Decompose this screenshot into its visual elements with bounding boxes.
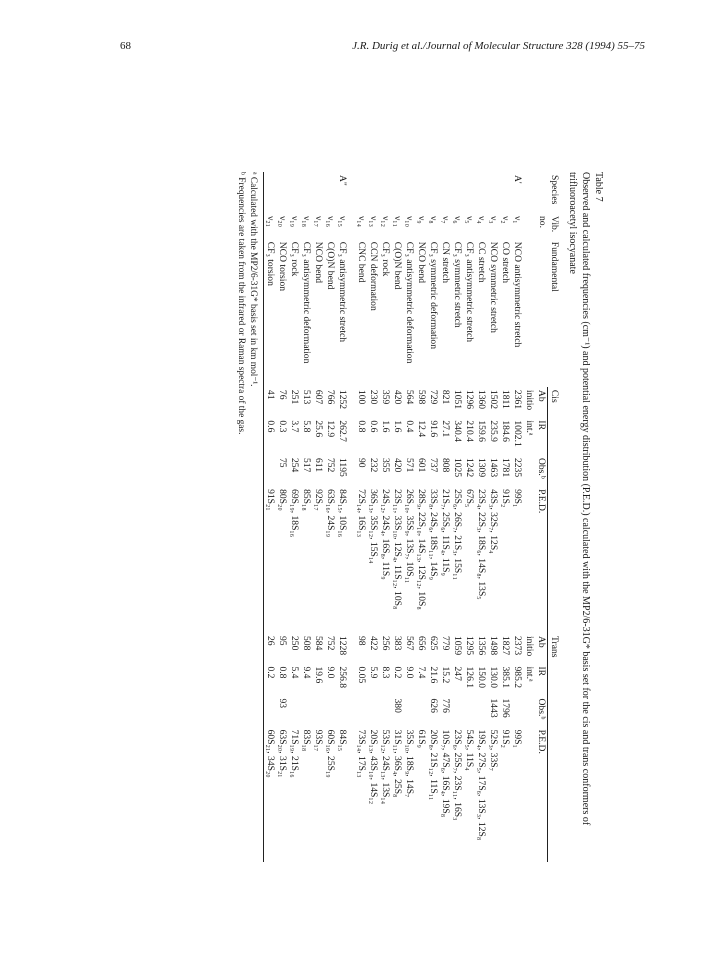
- cis-obs-cell: 1025: [452, 457, 464, 478]
- trans-ir-int-cell: 0.2: [264, 663, 276, 695]
- trans-obs-cell: [403, 695, 415, 726]
- caption-line-2: trifluoroacetyl isocyanate: [567, 172, 578, 274]
- cis-obs-cell: 1309: [476, 457, 488, 478]
- trans-obs-cell: 1443: [488, 698, 500, 718]
- cis-obs-cell: 90: [356, 457, 368, 468]
- cis-ab-initio-cell: 1811: [500, 389, 512, 409]
- species-cell: [300, 172, 312, 213]
- cis-ir-int-cell: 159.6: [476, 420, 488, 442]
- col-cis-int: int.ᵃ: [524, 420, 536, 436]
- cis-obs-cell: 420: [392, 457, 404, 473]
- trans-ir-int-cell: 130.0: [488, 666, 500, 689]
- table-row: [403, 172, 415, 862]
- cis-ab-initio-cell: 598: [416, 389, 428, 405]
- species-cell: [288, 172, 300, 213]
- species-cell: A": [337, 175, 349, 186]
- caption-line-1: Observed and calculated frequencies (cm⁻¹) and potential energy distribution (P.E.D.) calculated with the MP2/6-31G* basis set for the cis and trans conformers of: [580, 172, 591, 826]
- table-row: [499, 172, 511, 862]
- fundamental-cell: CF₃ symmetric stretch: [452, 241, 464, 328]
- vib-cell: ν₂: [500, 215, 512, 224]
- trans-ped-cell: 54S₅, 11S₄: [464, 729, 476, 771]
- col-trans-ab: Ab: [536, 636, 548, 648]
- species-cell: [415, 172, 427, 213]
- table-row: [300, 172, 312, 862]
- table-caption: [566, 172, 605, 862]
- fundamental-cell: NCO torsion: [277, 241, 289, 292]
- table-row: [264, 172, 276, 862]
- trans-ab-initio-cell: 1295: [464, 636, 476, 656]
- cis-ped-cell: 43S₃, 32S₇, 12S₄: [488, 489, 500, 554]
- col-trans-initio: initio: [524, 636, 536, 657]
- table-row: [415, 172, 427, 862]
- table-row: [336, 172, 348, 862]
- cis-ped-cell: 80S₂₀: [277, 489, 289, 511]
- trans-ped-cell: 19S₄, 27S₅, 17S₆, 13S₃, 12S₈: [476, 729, 488, 841]
- cis-obs-cell: 2235: [512, 457, 524, 478]
- vib-cell: ν₁₈: [301, 215, 313, 227]
- cis-obs-cell: 752: [325, 457, 337, 473]
- table-row: [324, 172, 336, 862]
- cis-ab-initio-cell: 1360: [476, 389, 488, 410]
- vib-cell: ν₁₀: [404, 215, 416, 227]
- col-trans-int: int.ᵃ: [524, 666, 536, 682]
- trans-ir-int-cell: 5.4: [289, 666, 301, 679]
- table-row: [463, 172, 475, 862]
- trans-obs-cell: 93: [277, 698, 289, 709]
- species-cell: [264, 172, 276, 213]
- cis-ped-cell: 23S₄, 22S₃, 18S₆, 14S₈, 13S₅: [476, 489, 488, 600]
- cis-obs-cell: 571: [404, 457, 416, 473]
- cis-ir-int-cell: 184.6: [500, 420, 512, 442]
- trans-ped-cell: 60S₁₆, 25S₁₉: [325, 729, 337, 778]
- trans-ir-int-cell: 9.0: [325, 666, 337, 679]
- cis-ped-cell: 91S₂₁: [264, 486, 276, 633]
- table-body: [264, 172, 523, 862]
- cis-ir-int-cell: 27.1: [440, 420, 452, 438]
- col-cis: Cis: [548, 387, 560, 633]
- trans-obs-cell: [264, 695, 276, 726]
- col-cis-ab: Ab: [536, 389, 548, 402]
- trans-ped-cell: 61S₉: [416, 729, 428, 748]
- trans-ped-cell: 63S₂₀, 31S₂₁: [277, 729, 289, 778]
- vib-cell: ν₁₄: [356, 215, 368, 227]
- col-vib: Vib.: [549, 215, 560, 233]
- vib-cell: ν₁₆: [325, 215, 337, 227]
- species-cell: [391, 172, 403, 213]
- trans-obs-cell: [336, 695, 348, 726]
- col-trans-ir: IR: [536, 666, 548, 677]
- trans-ped-cell: 20S₁₃, 43S₁₀, 14S₁₂: [368, 729, 380, 805]
- trans-ir-int-cell: 126.1: [464, 666, 476, 689]
- trans-ped-cell: 31S₁₁, 36S₄, 25S₈: [392, 729, 404, 798]
- cis-ab-initio-cell: 513: [301, 389, 313, 405]
- trans-ab-initio-cell: 95: [277, 636, 289, 646]
- trans-ab-initio-cell: 256: [380, 636, 392, 651]
- species-cell: [427, 172, 439, 213]
- col-fundamental: Fundamental: [549, 241, 560, 292]
- trans-ped-cell: 93S₁₇: [313, 729, 325, 752]
- col-trans-obs: Obs.ᵇ: [536, 698, 548, 720]
- trans-ir-int-cell: 9.4: [301, 666, 313, 679]
- footnote-a: ᵃ Calculated with the MP2/6-31G* basis set in km mol⁻¹.: [248, 172, 259, 387]
- trans-ir-int-cell: 9.0: [404, 666, 416, 679]
- trans-ir-int-cell: 0.8: [277, 666, 289, 679]
- cis-ped-cell: 33S₈, 24S₆, 18S₁₁, 14S₉: [428, 489, 440, 580]
- cis-ped-cell: 92S₁₇: [313, 489, 325, 511]
- table-row: [487, 172, 499, 862]
- table-row: [367, 172, 379, 862]
- col-cis-obs: Obs.ᵇ: [536, 457, 548, 479]
- trans-ped-cell: 52S₃, 33S₇: [488, 729, 500, 771]
- species-cell: [475, 172, 487, 213]
- cis-ab-initio-cell: 607: [313, 389, 325, 405]
- trans-ped-cell: 23S₆, 25S₇, 23S₁₁, 16S₃: [452, 729, 464, 821]
- trans-ab-initio-cell: 98: [356, 636, 368, 646]
- table-row: [511, 172, 523, 862]
- cis-ab-initio-cell: 2361: [512, 389, 524, 410]
- species-cell: [379, 172, 391, 213]
- vib-cell: ν₁₅: [337, 215, 349, 227]
- table-row: [276, 172, 288, 862]
- trans-ped-cell: 60S₂₁, 34S₂₀: [264, 727, 276, 862]
- trans-ped-cell: 71S₁₉, 21S₁₆: [289, 729, 301, 778]
- cis-ab-initio-cell: 41: [264, 387, 276, 417]
- trans-ir-int-cell: 7.4: [416, 666, 428, 679]
- cis-ped-cell: 85S₁₈: [301, 489, 313, 511]
- rotated-table-block: [160, 172, 605, 862]
- cis-ped-cell: 67S₅: [464, 489, 476, 508]
- footnote-b: ᵇ Frequencies are taken from the infrared or Raman spectra of the gas.: [235, 172, 246, 435]
- vib-cell: ν₁₂: [380, 215, 392, 227]
- trans-ir-int-cell: 385.1: [500, 666, 512, 689]
- cis-ir-int-cell: 340.4: [452, 420, 464, 442]
- fundamental-cell: CF₃ antisymmetric deformation: [404, 241, 416, 364]
- fundamental-cell: NCO bend: [416, 241, 428, 284]
- trans-ab-initio-cell: 656: [416, 636, 428, 651]
- trans-ir-int-cell: 5.9: [368, 666, 380, 679]
- species-cell: [276, 172, 288, 213]
- cis-ped-cell: 69S₁₉, 18S₁₆: [289, 489, 301, 538]
- col-cis-initio: initio: [524, 389, 536, 411]
- cis-ab-initio-cell: 420: [392, 389, 404, 405]
- cis-ab-initio-cell: 100: [356, 389, 368, 405]
- trans-ab-initio-cell: 584: [313, 636, 325, 651]
- page-number: 68: [120, 40, 131, 52]
- col-species: Species: [549, 175, 560, 205]
- vib-cell: ν₁₁: [392, 215, 404, 227]
- trans-obs-cell: 380: [392, 698, 404, 713]
- vib-cell: ν₁₉: [289, 215, 301, 227]
- trans-obs-cell: [415, 695, 427, 726]
- cis-ab-initio-cell: 1051: [452, 389, 464, 410]
- fundamental-cell: CO stretch: [500, 241, 512, 284]
- fundamental-cell: CF₃ rock: [380, 241, 392, 277]
- trans-ir-int-cell: 15.2: [440, 666, 452, 684]
- fundamental-cell: CF₃ antisymmetric stretch: [464, 241, 476, 343]
- trans-ped-cell: 73S₁₄, 17S₁₃: [356, 729, 368, 778]
- trans-obs-cell: [367, 695, 379, 726]
- cis-obs-cell: 1781: [500, 457, 512, 478]
- trans-ped-cell: 10S₇, 47S₆, 16S₄, 19S₈: [440, 729, 452, 818]
- vib-cell: ν₂₁: [264, 213, 276, 239]
- trans-obs-cell: [451, 695, 463, 726]
- cis-obs-cell: 737: [428, 457, 440, 473]
- cis-ped-cell: 26S₁₀, 35S₉, 13S₇, 10S₁₁: [404, 489, 416, 584]
- trans-obs-cell: 776: [440, 698, 452, 713]
- vib-cell: ν₁₃: [368, 215, 380, 227]
- cis-ir-int-cell: 3.7: [289, 420, 301, 433]
- cis-ab-initio-cell: 1296: [464, 389, 476, 410]
- vib-cell: ν₆: [452, 215, 464, 224]
- vib-cell: ν₃: [488, 215, 500, 224]
- table-row: [427, 172, 439, 862]
- table-row: [451, 172, 463, 862]
- trans-ped-cell: 83S₁₈: [301, 729, 313, 752]
- trans-ab-initio-cell: 508: [301, 636, 313, 651]
- fundamental-cell: CF₃ symmetric deformation: [428, 241, 440, 350]
- cis-ab-initio-cell: 766: [325, 389, 337, 405]
- trans-ab-initio-cell: 567: [404, 636, 416, 651]
- trans-ab-initio-cell: 250: [289, 636, 301, 651]
- cis-ir-int-cell: 1.6: [380, 420, 392, 433]
- table-label: Table 7: [593, 172, 604, 202]
- species-cell: [463, 172, 475, 213]
- vib-cell: ν₁₇: [313, 215, 325, 227]
- trans-ir-int-cell: 150.0: [476, 666, 488, 689]
- trans-ab-initio-cell: 1356: [476, 636, 488, 656]
- cis-ir-int-cell: 1.6: [392, 420, 404, 433]
- species-cell: [403, 172, 415, 213]
- running-title: J.R. Durig et al./Journal of Molecular Structure 328 (1994) 55–75: [352, 40, 645, 52]
- cis-ab-initio-cell: 251: [289, 389, 301, 405]
- cis-ab-initio-cell: 359: [380, 389, 392, 405]
- cis-ir-int-cell: 0.6: [368, 420, 380, 433]
- trans-ab-initio-cell: 1059: [452, 636, 464, 656]
- table-row: [439, 172, 451, 862]
- trans-ab-initio-cell: 422: [368, 636, 380, 651]
- footnotes: [234, 172, 259, 862]
- trans-ab-initio-cell: 779: [440, 636, 452, 651]
- cis-ped-cell: 25S₆, 26S₇, 21S₃, 15S₁₁: [452, 489, 464, 580]
- trans-obs-cell: [288, 695, 300, 726]
- trans-ab-initio-cell: 2373: [512, 636, 524, 656]
- cis-ab-initio-cell: 76: [277, 389, 289, 400]
- trans-ab-initio-cell: 383: [392, 636, 404, 651]
- fundamental-cell: NCO symmetric stretch: [488, 241, 500, 333]
- trans-ab-initio-cell: 26: [264, 633, 276, 663]
- trans-ped-cell: 20S₈, 21S₁₂, 11S₁₁: [428, 729, 440, 801]
- col-cis-ir: IR: [536, 420, 548, 430]
- trans-ped-cell: 91S₂: [500, 729, 512, 748]
- cis-obs-cell: 75: [277, 457, 289, 468]
- fundamental-cell: CN stretch: [440, 241, 452, 284]
- cis-ab-initio-cell: 1252: [337, 389, 349, 410]
- species-cell: [355, 172, 367, 213]
- species-cell: [367, 172, 379, 213]
- vib-cell: ν₇: [440, 215, 452, 224]
- col-trans-ped: P.E.D.: [536, 729, 548, 754]
- table-row: [391, 172, 403, 862]
- trans-ir-int-cell: 21.6: [428, 666, 440, 684]
- cis-ped-cell: 99S₁: [512, 489, 524, 508]
- trans-ab-initio-cell: 1498: [488, 636, 500, 656]
- trans-obs-cell: [312, 695, 324, 726]
- vib-cell: ν₉: [416, 215, 428, 224]
- cis-ped-cell: 23S₁₁, 33S₁₀, 12S₄, 11S₁₂, 10S₈: [392, 489, 404, 610]
- cis-ped-cell: 72S₁₄, 16S₁₃: [356, 489, 368, 538]
- trans-ab-initio-cell: 752: [325, 636, 337, 651]
- cis-obs-cell: 232: [368, 457, 380, 473]
- cis-obs-cell: 601: [416, 457, 428, 473]
- cis-ir-int-cell: 235.9: [488, 420, 500, 442]
- frequency-table: [263, 172, 560, 862]
- trans-obs-cell: 626: [428, 698, 440, 713]
- cis-ir-int-cell: 1002.1: [512, 420, 524, 447]
- cis-ir-int-cell: 91.6: [428, 420, 440, 438]
- fundamental-cell: CF₃ rock: [289, 241, 301, 277]
- table-row: [312, 172, 324, 862]
- cis-ped-cell: 21S₇, 25S₆, 11S₄, 11S₉: [440, 489, 452, 576]
- fundamental-cell: NCO bend: [313, 241, 325, 284]
- cis-ab-initio-cell: 230: [368, 389, 380, 405]
- trans-ab-initio-cell: 625: [428, 636, 440, 651]
- cis-obs-cell: 1463: [488, 457, 500, 478]
- trans-ab-initio-cell: 1228: [337, 636, 349, 656]
- cis-ir-int-cell: 25.6: [313, 420, 325, 438]
- fundamental-cell: CC stretch: [476, 241, 488, 283]
- trans-obs-cell: [379, 695, 391, 726]
- cis-ab-initio-cell: 564: [404, 389, 416, 405]
- cis-obs-cell: [264, 455, 276, 486]
- species-cell: [499, 172, 511, 213]
- cis-ir-int-cell: 0.3: [277, 420, 289, 433]
- vib-cell: ν₁: [512, 215, 524, 224]
- trans-ped-cell: 84S₁₅: [337, 729, 349, 752]
- vib-cell: ν₂₀: [277, 215, 289, 227]
- trans-ir-int-cell: 247: [452, 666, 464, 681]
- trans-obs-cell: [463, 695, 475, 726]
- trans-ped-cell: 35S₁₀, 18S₉, 14S₇: [404, 729, 416, 798]
- cis-ir-int-cell: 12.9: [325, 420, 337, 438]
- trans-obs-cell: [324, 695, 336, 726]
- trans-obs-cell: [475, 695, 487, 726]
- cis-ped-cell: 24S₁₂, 24S₄, 16S₈, 11S₉: [380, 489, 392, 580]
- col-cis-ped: P.E.D.: [536, 489, 548, 514]
- fundamental-cell: CNC bend: [356, 241, 368, 283]
- fundamental-cell: CF₃ antisymmetric deformation: [301, 241, 313, 364]
- vib-cell: ν₈: [428, 215, 440, 224]
- species-cell: [324, 172, 336, 213]
- trans-ped-cell: 53S₁₂, 24S₁₃, 13S₁₄: [380, 729, 392, 805]
- trans-ir-int-cell: 0.05: [356, 666, 368, 684]
- col-vib-no: no.: [536, 215, 548, 228]
- trans-ped-cell: 99S₁: [512, 729, 524, 748]
- table-row: [379, 172, 391, 862]
- trans-ir-int-cell: 19.6: [313, 666, 325, 684]
- trans-obs-cell: 1796: [500, 698, 512, 718]
- fundamental-cell: NCO antisymmetric stretch: [512, 241, 524, 348]
- trans-ir-int-cell: 256.8: [337, 666, 349, 689]
- table-row: [355, 172, 367, 862]
- species-cell: [487, 172, 499, 213]
- species-cell: [451, 172, 463, 213]
- trans-ir-int-cell: 0.2: [392, 666, 404, 679]
- species-cell: [312, 172, 324, 213]
- table-row: [288, 172, 300, 862]
- cis-obs-cell: 355: [380, 457, 392, 473]
- cis-ped-cell: 84S₁₅, 10S₁₆: [337, 489, 349, 538]
- cis-ped-cell: 36S₁₃, 35S₁₂, 15S₁₄: [368, 489, 380, 564]
- cis-obs-cell: 1195: [337, 457, 349, 477]
- cis-obs-cell: 1242: [464, 457, 476, 478]
- cis-obs-cell: 517: [301, 457, 313, 473]
- trans-ir-int-cell: 8.3: [380, 666, 392, 679]
- cis-obs-cell: 254: [289, 457, 301, 473]
- fundamental-cell: CCN deformation: [368, 241, 380, 311]
- trans-obs-cell: [355, 695, 367, 726]
- cis-ab-initio-cell: 729: [428, 389, 440, 405]
- cis-ped-cell: 91S₂: [500, 489, 512, 508]
- fundamental-cell: C(O)N bend: [325, 241, 337, 290]
- cis-ir-int-cell: 210.4: [464, 420, 476, 442]
- table-row: [475, 172, 487, 862]
- cis-ir-int-cell: 0.6: [264, 417, 276, 455]
- cis-ir-int-cell: 262.7: [337, 420, 349, 442]
- fundamental-cell: CF₃ torsion: [264, 239, 276, 387]
- cis-obs-cell: 808: [440, 457, 452, 473]
- trans-obs-cell: [300, 695, 312, 726]
- trans-ab-initio-cell: 1827: [500, 636, 512, 656]
- cis-ir-int-cell: 0.4: [404, 420, 416, 433]
- cis-ab-initio-cell: 821: [440, 389, 452, 405]
- vib-cell: ν₅: [464, 215, 476, 224]
- col-trans: Trans: [548, 633, 560, 862]
- species-cell: A': [512, 175, 524, 184]
- cis-ab-initio-cell: 1502: [488, 389, 500, 410]
- trans-obs-cell: [511, 695, 523, 726]
- cis-obs-cell: 611: [313, 457, 325, 472]
- cis-ir-int-cell: 12.4: [416, 420, 428, 438]
- fundamental-cell: C(O)N bend: [392, 241, 404, 290]
- trans-ir-int-cell: 985.2: [512, 666, 524, 689]
- vib-cell: ν₄: [476, 215, 488, 224]
- species-cell: [439, 172, 451, 213]
- fundamental-cell: CF₃ antisymmetric stretch: [337, 241, 349, 343]
- cis-ped-cell: 63S₁₆, 24S₁₉: [325, 489, 337, 538]
- cis-ir-int-cell: 0.8: [356, 420, 368, 433]
- cis-ped-cell: 28S₉, 22S₁₀, 14S₁₃, 12S₁₂, 10S₈: [416, 489, 428, 610]
- cis-ir-int-cell: 5.8: [301, 420, 313, 433]
